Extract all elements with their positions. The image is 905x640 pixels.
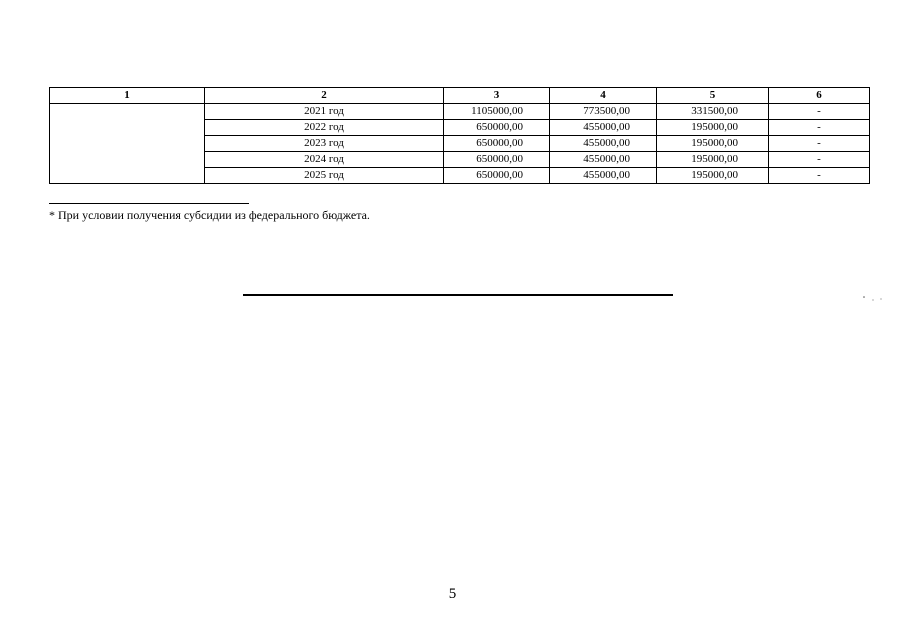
column-header-1: 1 [50,88,205,104]
value-cell-col4: 455000,00 [550,136,657,152]
column-header-4: 4 [550,88,657,104]
value-cell-col3: 650000,00 [444,136,550,152]
value-cell-col6: - [769,104,870,120]
value-cell-col5: 331500,00 [657,104,769,120]
year-cell: 2025 год [205,168,444,184]
value-cell-col3: 650000,00 [444,168,550,184]
page-number: 5 [448,586,457,602]
value-cell-col3: 650000,00 [444,120,550,136]
merged-empty-cell [50,104,205,184]
column-header-6: 6 [769,88,870,104]
year-cell: 2024 год [205,152,444,168]
closing-divider-rule [243,294,673,296]
year-cell: 2021 год [205,104,444,120]
table-row [50,104,870,120]
value-cell-col5: 195000,00 [657,168,769,184]
value-cell-col6: - [769,152,870,168]
value-cell-col4: 455000,00 [550,168,657,184]
footnote-separator-rule [49,203,249,204]
value-cell-col5: 195000,00 [657,136,769,152]
value-cell-col6: - [769,120,870,136]
year-cell: 2022 год [205,120,444,136]
value-cell-col4: 455000,00 [550,120,657,136]
value-cell-col4: 773500,00 [550,104,657,120]
value-cell-col5: 195000,00 [657,152,769,168]
column-header-3: 3 [444,88,550,104]
year-cell: 2023 год [205,136,444,152]
value-cell-col6: - [769,168,870,184]
budget-table [49,87,870,184]
value-cell-col5: 195000,00 [657,120,769,136]
value-cell-col6: - [769,136,870,152]
column-header-2: 2 [205,88,444,104]
table-header-row [50,88,870,104]
footnote-text: * При условии получения субсидии из федерального бюджета. [49,208,370,222]
value-cell-col4: 455000,00 [550,152,657,168]
value-cell-col3: 650000,00 [444,152,550,168]
value-cell-col3: 1105000,00 [444,104,550,120]
column-header-5: 5 [657,88,769,104]
scan-specks [862,294,886,302]
